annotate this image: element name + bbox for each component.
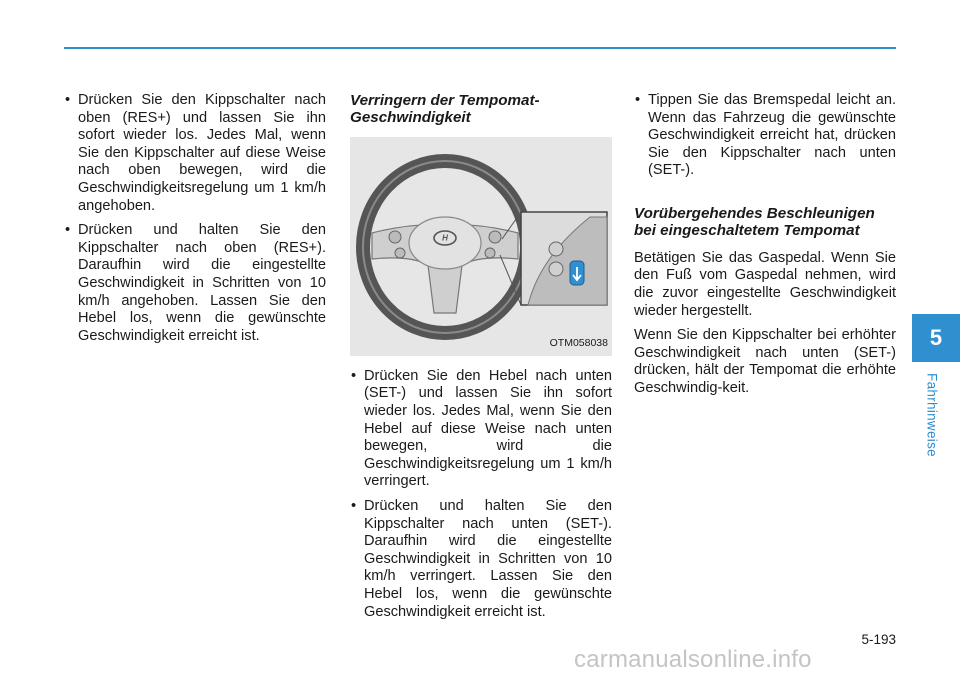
left-bullet-list bbox=[64, 92, 326, 345]
steering-wheel-illustration bbox=[350, 137, 612, 356]
right-column bbox=[634, 92, 896, 405]
body-paragraph: Betätigen Sie das Gaspedal. Wenn Sie den Fuß vom Gaspedal nehmen, wird die zuvor eingestellte Geschwindigkeit wieder hergestellt. bbox=[634, 249, 896, 319]
list-item: • Drücken und halten Sie den Kippschalter nach unten (SET-). Daraufhin wird die eingestellte Geschwindigkeit in Schritten von 10 km/h verringert. Lassen Sie den Hebel los, wenn die gewünschte Geschwindigkeit erreicht ist. bbox=[350, 498, 612, 621]
list-item: • Drücken Sie den Hebel nach unten (SET-) und lassen Sie ihn sofort wieder los. Jedes Mal, wenn Sie den Hebel auf diese Weise nach unten bewegen, wird die Geschwindigkeitsregelung um 1 km/h verringert. bbox=[350, 368, 612, 491]
chapter-label bbox=[922, 370, 942, 460]
section-heading-decrease-speed: Verringern der Tempomat-Geschwindigkeit bbox=[350, 92, 540, 127]
list-item: • Tippen Sie das Bremspedal leicht an. Wenn das Fahrzeug die gewünschte Geschwindigkeit erreicht hat, drücken Sie den Kippschalter nach unten (SET-). bbox=[634, 92, 896, 180]
middle-bullet-list bbox=[350, 368, 612, 621]
section-heading-temporary-acceleration: Vorübergehendes Beschleunigen bei eingeschaltetem Tempomat bbox=[634, 204, 875, 240]
left-column bbox=[64, 92, 326, 352]
chapter-label-text: Fahrhinweise bbox=[924, 373, 940, 457]
svg-text:H: H bbox=[442, 233, 448, 243]
header-rule bbox=[64, 47, 896, 49]
middle-column bbox=[350, 92, 612, 628]
figure-caption: OTM058038 bbox=[549, 337, 608, 350]
watermark: carmanualsonline.info bbox=[574, 646, 812, 673]
steering-wheel-drawing bbox=[350, 137, 612, 356]
list-item: • Drücken und halten Sie den Kippschalter nach oben (RES+). Daraufhin wird die eingestellte Geschwindigkeit in Schritten von 10 km/h angehoben. Lassen Sie den Hebel los, wenn die gewünschte Geschwindigkeit erreicht ist. bbox=[64, 222, 326, 345]
body-paragraph: Wenn Sie den Kippschalter bei erhöhter Geschwindigkeit nach unten (SET-) drücken, hält der Tempomat die erhöhte Geschwindig-keit. bbox=[634, 327, 896, 396]
page-number: 5-193 bbox=[861, 632, 896, 647]
chapter-number-tab: 5 bbox=[912, 314, 960, 362]
list-item: • Drücken Sie den Kippschalter nach oben (RES+) und lassen Sie ihn sofort wieder los. Jedes Mal, wenn Sie den Kippschalter auf diese Weise nach oben bewegen, wird die Geschwindigkeitsregelung um 1 km/h angehoben. bbox=[64, 92, 326, 215]
right-bullet-list bbox=[634, 92, 896, 180]
